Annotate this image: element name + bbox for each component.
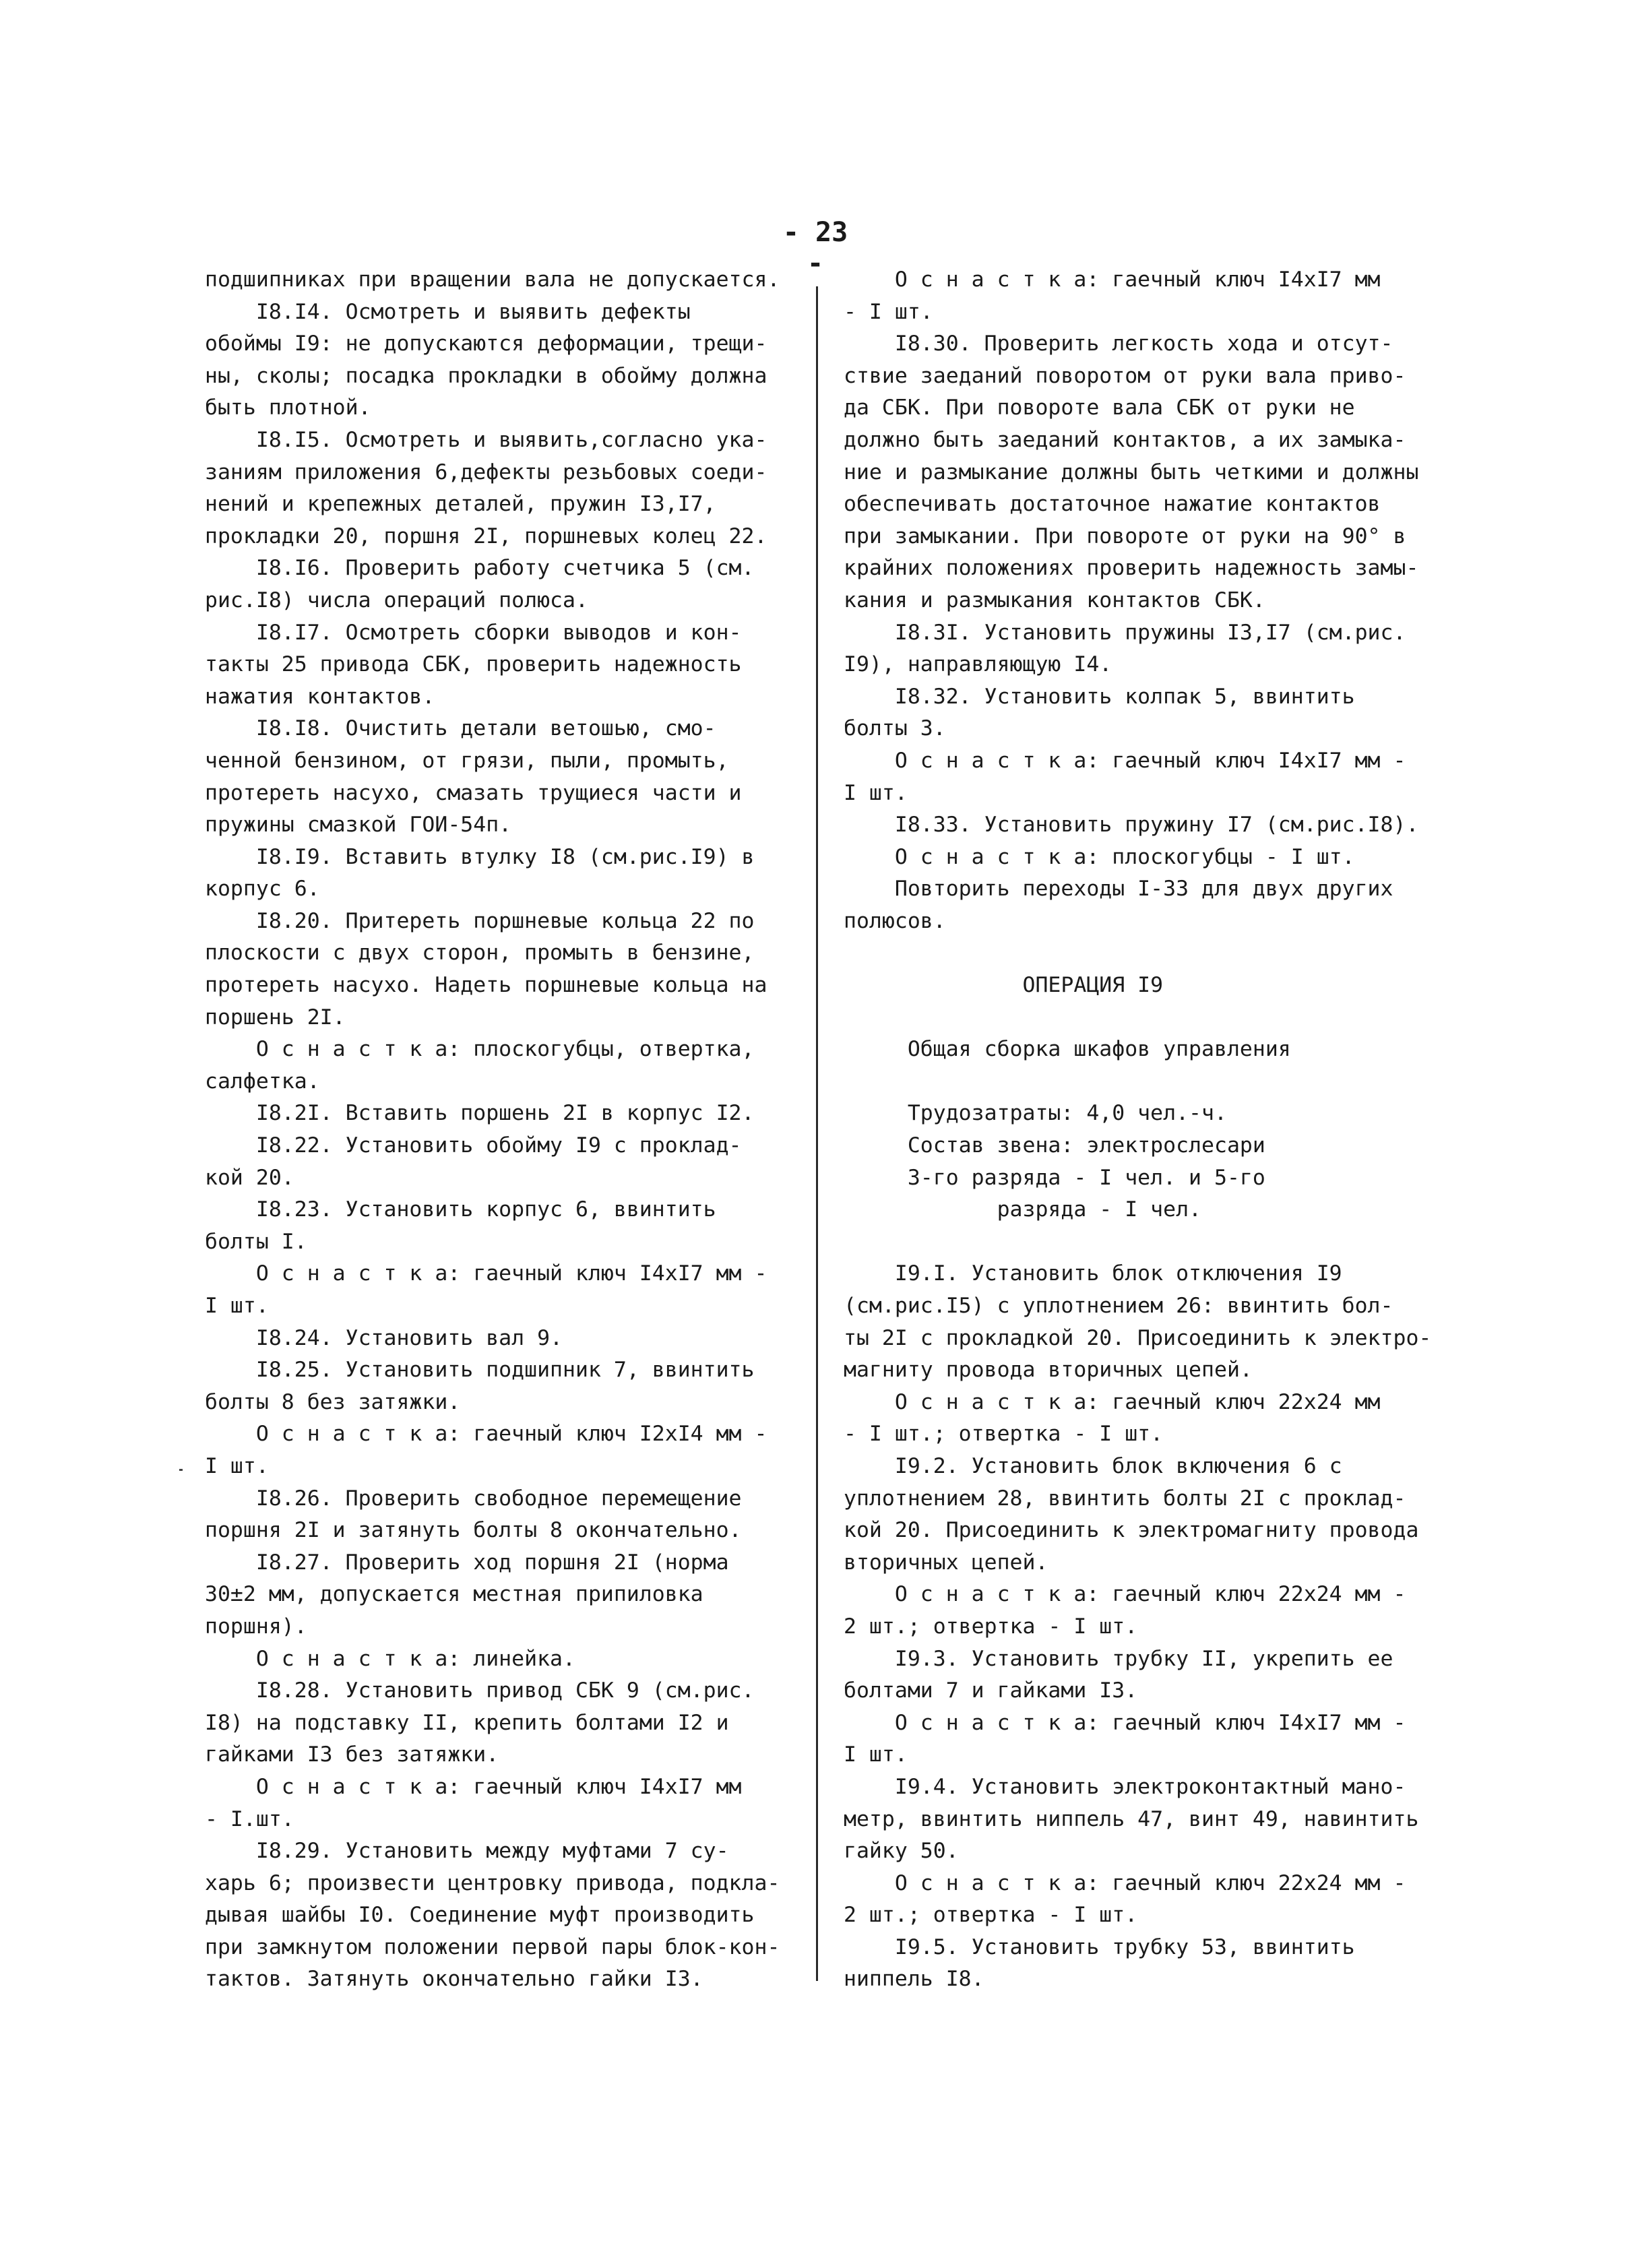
text-line: I8.22. Установить обойму I9 с проклад- [205,1133,742,1158]
left-column [205,264,788,1996]
text-line: О с н а с т к а: гаечный ключ 22x24 мм - [844,1582,1406,1607]
text-line: I8.25. Установить подшипник 7, ввинтить [205,1358,755,1383]
text-line: нений и крепежных деталей, пружин I3,I7, [205,492,716,517]
text-line: кания и размыкания контактов СБК. [844,588,1265,612]
text-line: 30±2 мм, допускается местная припиловка [205,1582,703,1607]
right-column [844,264,1450,1996]
text-line: О с н а с т к а: плоскогубцы - I шт. [844,844,1355,869]
text-line: (см.рис.I5) с уплотнением 26: ввинтить бол- [844,1294,1393,1318]
text-line: болты 3. [844,716,946,741]
text-line: протереть насухо, смазать трущиеся части и [205,780,742,805]
text-line: I9.3. Установить трубку II, укрепить ее [844,1646,1393,1671]
text-line: тактов. Затянуть окончательно гайки I3. [205,1967,703,1992]
text-line: заниям приложения 6,дефекты резьбовых соеди- [205,460,767,484]
text-line: I8.32. Установить колпак 5, ввинтить [844,684,1355,709]
text-line: ОПЕРАЦИЯ I9 [844,973,1164,998]
text-line: О с н а с т к а: гаечный ключ 22x24 мм [844,1389,1381,1414]
page-number: - 23 - [782,217,848,279]
text-line: О с н а с т к а: гаечный ключ I4xI7 мм [205,1774,742,1799]
text-line: I8.20. Притереть поршневые кольца 22 по [205,908,755,933]
text-line: нажатия контактов. [205,684,435,709]
text-line: - I шт.; отвертка - I шт. [844,1422,1164,1447]
text-line: ние и размыкание должны быть четкими и должны [844,460,1419,484]
text-line [844,937,1450,970]
text-line: да СБК. При повороте вала СБК от руки не [844,396,1355,420]
text-line: уплотнением 28, ввинтить болты 2I с проклад- [844,1486,1406,1511]
text-line: I8.29. Установить между муфтами 7 су- [205,1839,729,1864]
text-line: поршень 2I. [205,1005,346,1030]
text-line: поршня). [205,1614,307,1639]
text-line: I8.I9. Вставить втулку I8 (см.рис.I9) в [205,844,755,869]
scan-mark [179,1469,183,1471]
text-line: I8.I7. Осмотреть сборки выводов и кон- [205,620,742,645]
text-line: I8.24. Установить вал 9. [205,1325,563,1350]
text-line: обеспечивать достаточное нажатие контактов [844,492,1381,517]
text-line: I8.23. Установить корпус 6, ввинтить [205,1197,716,1222]
text-line: ченной бензином, от грязи, пыли, промыть, [205,748,729,773]
text-line: I8.2I. Вставить поршень 2I в корпус I2. [205,1101,755,1126]
text-line [844,1066,1450,1098]
text-line: 2 шт.; отвертка - I шт. [844,1903,1138,1928]
text-line: I шт. [844,1742,908,1767]
text-line: I шт. [844,780,908,805]
text-line: метр, ввинтить ниппель 47, винт 49, навинтить [844,1806,1419,1831]
text-line: быть плотной. [205,396,371,420]
text-line: I8.I5. Осмотреть и выявить,согласно ука- [205,427,767,452]
text-line: болты 8 без затяжки. [205,1389,461,1414]
text-line: гайку 50. [844,1839,959,1864]
text-line: ствие заеданий поворотом от руки вала приво- [844,363,1406,388]
text-line: Повторить переходы I-33 для двух других [844,877,1393,902]
text-line: крайних положениях проверить надежность замы- [844,556,1419,581]
text-line: I8) на подставку II, крепить болтами I2 и [205,1710,729,1735]
text-line: Общая сборка шкафов управления [844,1037,1291,1062]
text-line: I8.28. Установить привод СБК 9 (см.рис. [205,1678,755,1703]
text-line: О с н а с т к а: гаечный ключ I4xI7 мм - [844,1710,1406,1735]
text-line: О с н а с т к а: гаечный ключ I4xI7 мм [844,267,1381,292]
text-line: дывая шайбы I0. Соединение муфт производить [205,1903,755,1928]
text-line: I8.33. Установить пружину I7 (см.рис.I8). [844,813,1419,838]
text-line: I8.30. Проверить легкость хода и отсут- [844,332,1393,356]
text-line: рис.I8) числа операций полюса. [205,588,588,612]
text-line: I шт. [205,1294,269,1318]
text-line: О с н а с т к а: гаечный ключ 22x24 мм - [844,1870,1406,1895]
text-line: I9.I. Установить блок отключения I9 [844,1261,1342,1286]
text-line: вторичных цепей. [844,1550,1048,1575]
text-line: кой 20. Присоединить к электромагниту провода [844,1518,1419,1543]
text-line [844,1226,1450,1259]
text-line: О с н а с т к а: гаечный ключ I2xI4 мм - [205,1422,767,1447]
text-line: 2 шт.; отвертка - I шт. [844,1614,1138,1639]
text-line: протереть насухо. Надеть поршневые кольца на [205,973,767,998]
text-line: ниппель I8. [844,1967,984,1992]
text-line: плоскости с двух сторон, промыть в бензине, [205,941,755,966]
text-line: - I.шт. [205,1806,294,1831]
text-line: Трудозатраты: 4,0 чел.-ч. [844,1101,1227,1126]
text-line: болтами 7 и гайками I3. [844,1678,1138,1703]
text-line: магниту провода вторичных цепей. [844,1358,1253,1383]
text-line: корпус 6. [205,877,320,902]
text-line: О с н а с т к а: гаечный ключ I4xI7 мм - [205,1261,767,1286]
text-line: обоймы I9: не допускаются деформации, трещи- [205,332,767,356]
text-line: I9), направляющую I4. [844,652,1112,677]
text-line: I8.26. Проверить свободное перемещение [205,1486,742,1511]
text-line: болты I. [205,1229,307,1254]
text-line: подшипниках при вращении вала не допускается. [205,267,780,292]
text-line: гайками I3 без затяжки. [205,1742,499,1767]
text-line: I8.27. Проверить ход поршня 2I (норма [205,1550,729,1575]
text-line: 3-го разряда - I чел. и 5-го [844,1165,1265,1190]
text-line: О с н а с т к а: плоскогубцы, отвертка, [205,1037,755,1062]
text-line: поршня 2I и затянуть болты 8 окончательно. [205,1518,742,1543]
text-line: I9.5. Установить трубку 53, ввинтить [844,1934,1355,1959]
column-divider [816,286,818,1981]
text-line [844,1002,1450,1034]
text-line: такты 25 привода СБК, проверить надежность [205,652,742,677]
text-line: пружины смазкой ГОИ-54п. [205,813,512,838]
text-line: харь 6; произвести центровку привода, подкла- [205,1870,780,1895]
text-line: салфетка. [205,1069,320,1094]
text-line: при замыкании. При повороте от руки на 90° в [844,524,1406,548]
text-line: разряда - I чел. [844,1197,1202,1222]
text-line: должно быть заеданий контактов, а их замыка- [844,427,1406,452]
text-line: прокладки 20, поршня 2I, поршневых колец 22. [205,524,767,548]
text-line: при замкнутом положении первой пары блок-кон- [205,1934,780,1959]
text-line: I9.2. Установить блок включения 6 с [844,1453,1342,1478]
text-line: кой 20. [205,1165,294,1190]
text-line: О с н а с т к а: линейка. [205,1646,575,1671]
text-line: I8.I8. Очистить детали ветошью, смо- [205,716,716,741]
text-line: ты 2I с прокладкой 20. Присоединить к электро- [844,1325,1432,1350]
text-line: I8.3I. Установить пружины I3,I7 (см.рис. [844,620,1406,645]
text-line: - I шт. [844,299,933,324]
text-line: I9.4. Установить электроконтактный мано- [844,1774,1406,1799]
text-line: I8.I6. Проверить работу счетчика 5 (см. [205,556,755,581]
text-line: I8.I4. Осмотреть и выявить дефекты [205,299,691,324]
text-line: ны, сколы; посадка прокладки в обойму должна [205,363,767,388]
text-line: О с н а с т к а: гаечный ключ I4xI7 мм - [844,748,1406,773]
text-line: I шт. [205,1453,269,1478]
text-line: Состав звена: электрослесари [844,1133,1265,1158]
text-line: полюсов. [844,908,946,933]
